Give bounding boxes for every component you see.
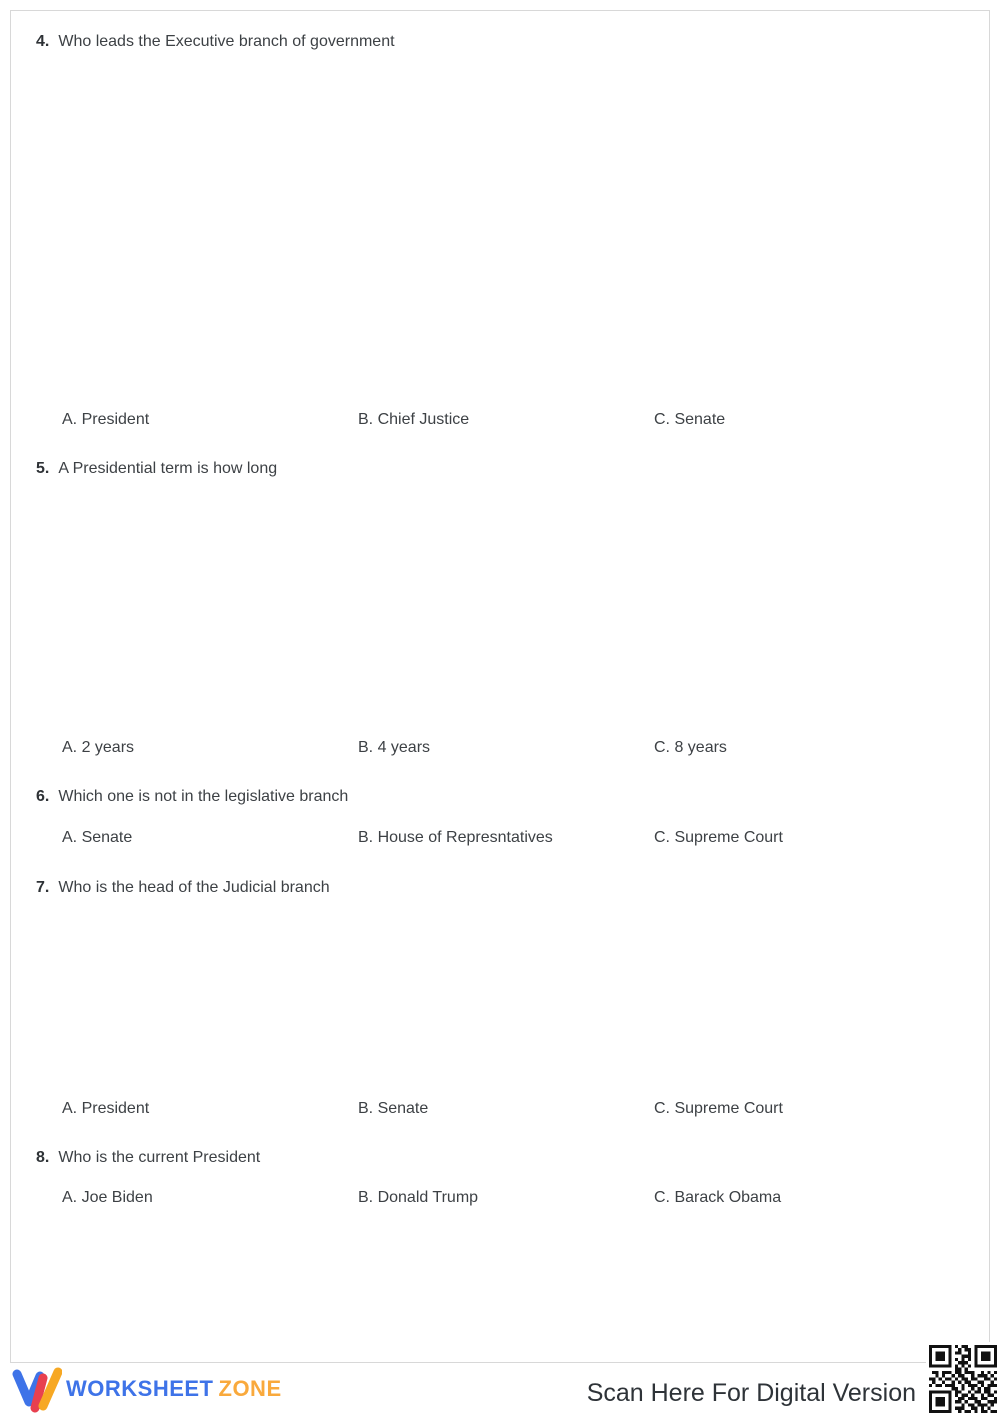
option-a: A. Senate bbox=[62, 829, 133, 846]
question-number: 7. bbox=[36, 879, 50, 896]
option-b: B. Chief Justice bbox=[358, 411, 470, 428]
option-b: B. 4 years bbox=[358, 739, 431, 756]
question-text: Which one is not in the legislative branch bbox=[58, 788, 349, 805]
question-5 bbox=[36, 458, 277, 480]
option-c: C. Supreme Court bbox=[654, 829, 783, 846]
option-a: A. President bbox=[62, 411, 150, 428]
option-b: B. Senate bbox=[358, 1100, 429, 1117]
question-number: 6. bbox=[36, 788, 50, 805]
option-a: A. Joe Biden bbox=[62, 1189, 153, 1206]
brand-word-worksheet: WORKSHEET bbox=[66, 1376, 214, 1401]
option-c: C. 8 years bbox=[654, 739, 727, 756]
question-6-options bbox=[0, 827, 1000, 849]
worksheet-zone-logomark-icon bbox=[10, 1365, 62, 1413]
question-5-options bbox=[0, 737, 1000, 759]
brand-word-zone: ZONE bbox=[218, 1376, 282, 1401]
option-b: B. Donald Trump bbox=[358, 1189, 479, 1206]
question-text: Who is the current President bbox=[58, 1149, 261, 1166]
option-a: A. President bbox=[62, 1100, 150, 1117]
option-c: C. Supreme Court bbox=[654, 1100, 783, 1117]
question-text: A Presidential term is how long bbox=[58, 460, 278, 477]
option-a: A. 2 years bbox=[62, 739, 135, 756]
scan-here-text: Scan Here For Digital Version bbox=[586, 1379, 916, 1407]
question-7-options bbox=[0, 1098, 1000, 1120]
question-number: 8. bbox=[36, 1149, 50, 1166]
qr-code-icon bbox=[926, 1342, 1000, 1414]
question-6 bbox=[36, 786, 348, 808]
question-number: 5. bbox=[36, 460, 50, 477]
question-8-options bbox=[0, 1187, 1000, 1209]
option-c: C. Senate bbox=[654, 411, 726, 428]
question-4-options bbox=[0, 409, 1000, 431]
question-text: Who is the head of the Judicial branch bbox=[58, 879, 330, 896]
worksheet-zone-logo bbox=[10, 1364, 282, 1414]
question-number: 4. bbox=[36, 33, 50, 50]
option-b: B. House of Represntatives bbox=[358, 829, 553, 846]
question-4 bbox=[36, 31, 395, 53]
question-text: Who leads the Executive branch of government bbox=[58, 33, 395, 50]
question-7 bbox=[36, 877, 330, 899]
option-c: C. Barack Obama bbox=[654, 1189, 782, 1206]
brand-text bbox=[66, 1376, 282, 1402]
question-8 bbox=[36, 1147, 260, 1169]
